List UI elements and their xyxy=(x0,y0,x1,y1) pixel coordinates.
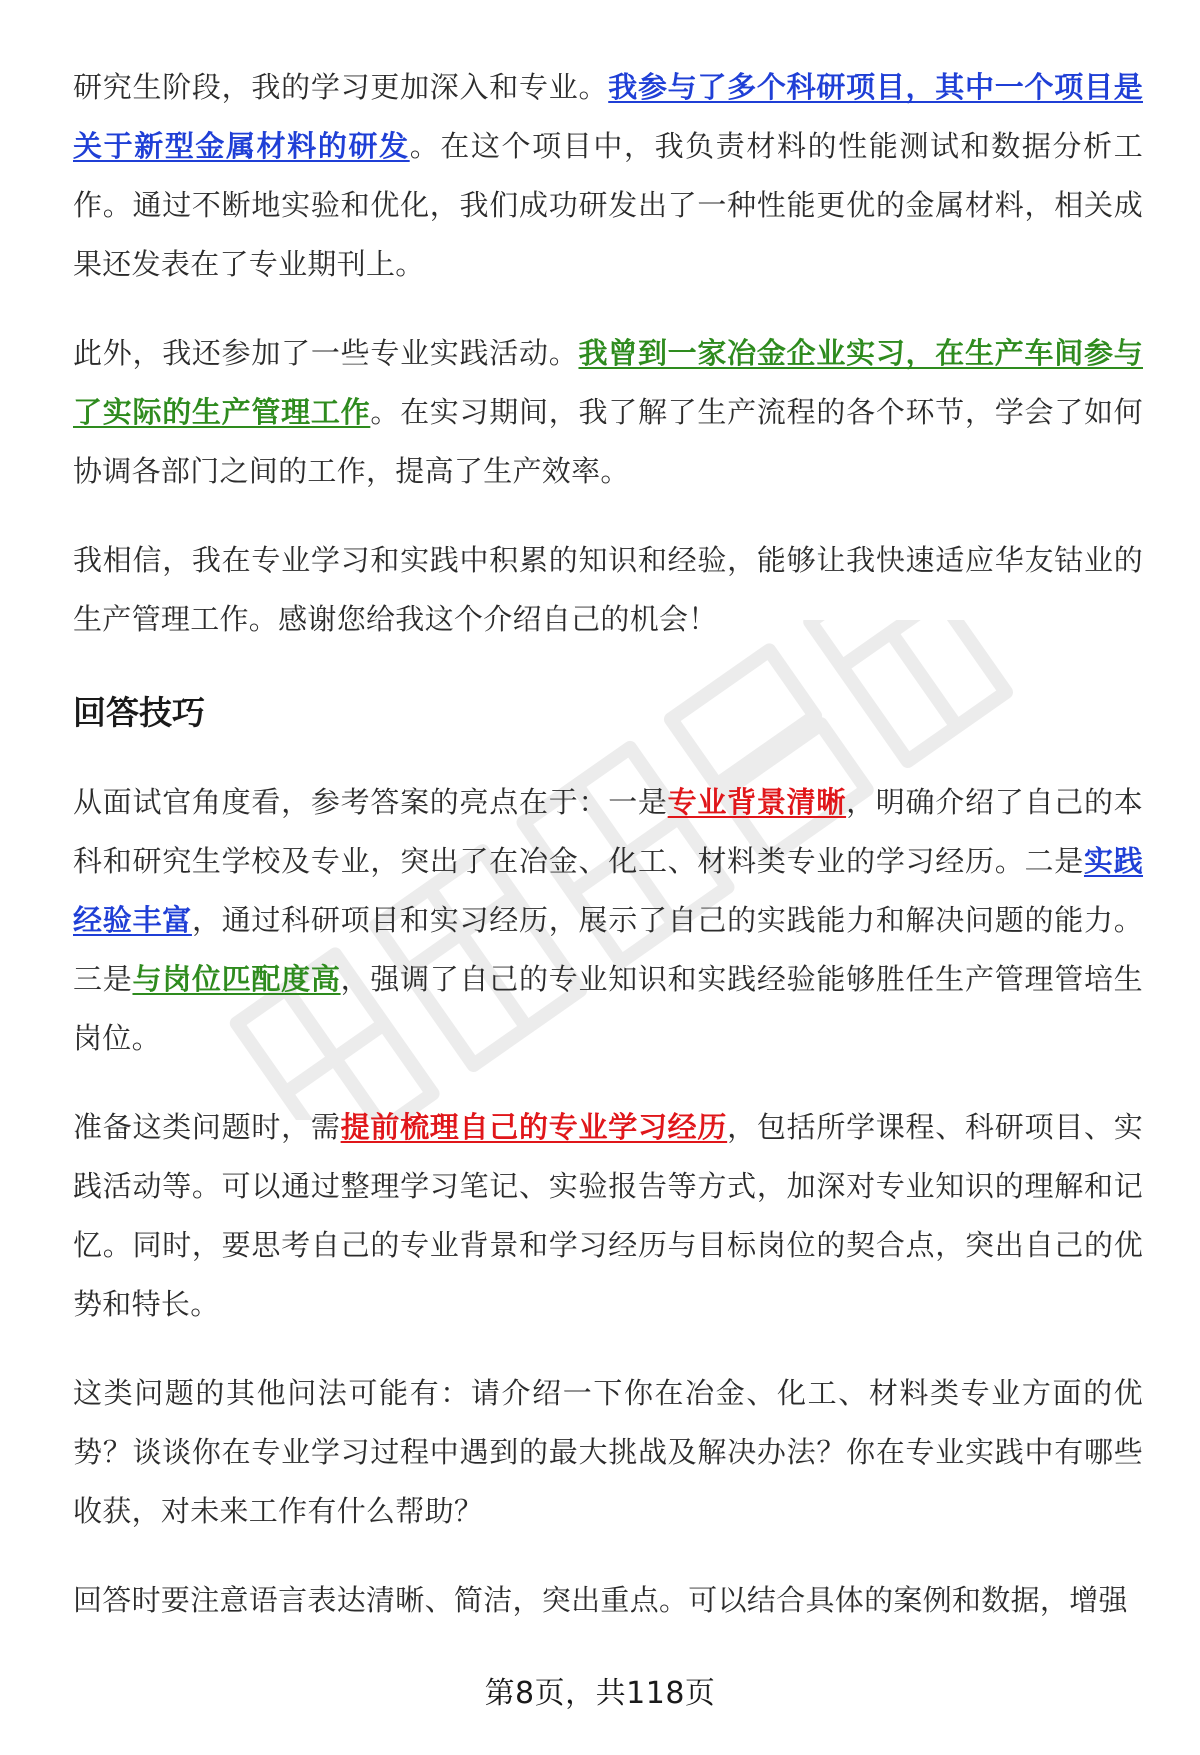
highlight-rich-experience: 实践经验丰富 xyxy=(73,844,1144,937)
paragraph-text: ，包括所学课程、科研项目、实践活动等。可以通过整理学习笔记、实验报告等方式，加深对专业知识的理解和记忆。同时，要思考自己的专业背景和学习经历与目标岗位的契合点，突出自己的优势和特长。 xyxy=(73,1110,1143,1321)
paragraph-tips-preparation xyxy=(73,1098,1143,1334)
paragraph-tips-expression: 回答时要注意语言表达清晰、简洁，突出重点。可以结合具体的案例和数据，增强 xyxy=(73,1583,1128,1617)
paragraph-text: ，强调了自己的专业知识和实践经验能够胜任生产管理管培生岗位。 xyxy=(73,962,1143,1055)
paragraph-text: 此外，我还参加了一些专业实践活动。 xyxy=(73,336,579,370)
page-number: 第8页，共118页 xyxy=(484,1676,716,1711)
paragraph-tips-highlights xyxy=(73,773,1143,1068)
paragraph-text: 。在这个项目中，我负责材料的性能测试和数据分析工作。通过不断地实验和优化，我们成功研发出了一种性能更优的金属材料，相关成果还发表在了专业期刊上。 xyxy=(73,129,1143,281)
paragraph-research-stage xyxy=(73,58,1143,294)
highlight-job-match: 与岗位匹配度高 xyxy=(132,962,341,996)
paragraph-practice xyxy=(73,324,1143,501)
paragraph-text: 研究生阶段，我的学习更加深入和专业。 xyxy=(73,70,609,104)
highlight-internship: 我曾到一家冶金企业实习，在生产车间参与了实际的生产管理工作 xyxy=(73,336,1143,429)
paragraph-closing xyxy=(73,531,1143,649)
section-heading: 回答技巧 xyxy=(73,693,205,732)
paragraph-text: 从面试官角度看，参考答案的亮点在于：一是 xyxy=(73,785,668,819)
highlight-research-project: 我参与了多个科研项目，其中一个项目是关于新型金属材料的研发 xyxy=(73,70,1143,163)
paragraph-tips-variants: 这类问题的其他问法可能有：请介绍一下你在冶金、化工、材料类专业方面的优势？谈谈你在专业学习过程中遇到的最大挑战及解决办法？你在专业实践中有哪些收获，对未来工作有什么帮助？ xyxy=(73,1376,1143,1528)
highlight-organize-experience: 提前梳理自己的专业学习经历 xyxy=(340,1110,728,1144)
highlight-clear-background: 专业背景清晰 xyxy=(667,785,847,819)
paragraph-text: 我相信，我在专业学习和实践中积累的知识和经验，能够让我快速适应华友钴业的生产管理工作。感谢您给我这个介绍自己的机会！ xyxy=(73,543,1143,636)
document-body xyxy=(73,58,1143,1660)
paragraph-text: ，通过科研项目和实习经历，展示了自己的实践能力和解决问题的能力。三是 xyxy=(73,903,1143,996)
paragraph-text: ，明确介绍了自己的本科和研究生学校及专业，突出了在冶金、化工、材料类专业的学习经历。二是 xyxy=(73,785,1143,878)
paragraph-text: 准备这类问题时，需 xyxy=(73,1110,341,1144)
paragraph-text: 。在实习期间，我了解了生产流程的各个环节，学会了如何协调各部门之间的工作，提高了生产效率。 xyxy=(73,395,1143,488)
